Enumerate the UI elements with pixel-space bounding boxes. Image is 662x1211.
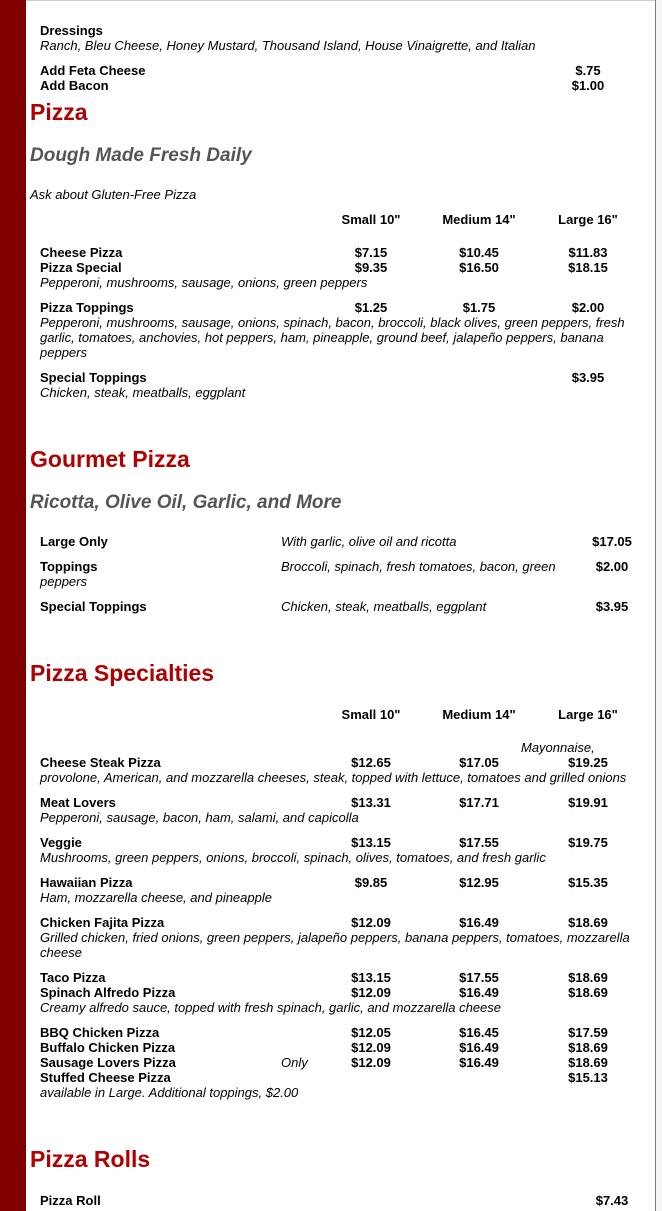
- cheese-pizza-name: Cheese Pizza: [40, 245, 123, 260]
- specialties-size-large: Large 16": [558, 707, 618, 722]
- sausage-large: $18.69: [568, 1055, 608, 1070]
- veggie-large: $19.75: [568, 835, 608, 850]
- pizza-toppings-desc: Pepperoni, mushrooms, sausage, onions, spinach, bacon, broccoli, black olives, green peppers, fresh garlic, tomatoes, anchovies, hot peppers, ham, pineapple, ground beef, jalapeño peppers, banana peppers: [40, 315, 625, 360]
- cheese-steak-large: $19.25: [568, 755, 608, 770]
- hawaiian-large: $15.35: [568, 875, 608, 890]
- specialties-heading: Pizza Specialties: [30, 660, 215, 686]
- pizza-special-large: $18.15: [568, 260, 608, 275]
- buffalo-small: $12.09: [351, 1040, 391, 1055]
- bbq-large: $17.59: [568, 1025, 608, 1040]
- taco-name: Taco Pizza: [40, 970, 106, 985]
- hawaiian-small: $9.85: [354, 875, 388, 890]
- rolls-heading: Pizza Rolls: [30, 1146, 151, 1172]
- dressings-desc: Ranch, Bleu Cheese, Honey Mustard, Thousand Island, House Vinaigrette, and Italian: [40, 38, 536, 53]
- taco-small: $13.15: [351, 970, 391, 985]
- size-medium-header: Medium 14": [442, 212, 516, 227]
- large-only-name: Large Only: [40, 534, 108, 549]
- hawaiian-medium: $12.95: [459, 875, 499, 890]
- sausage-name: Sausage Lovers Pizza: [40, 1055, 176, 1070]
- hawaiian-desc: Ham, mozzarella cheese, and pineapple: [40, 890, 272, 905]
- pizza-special-desc: Pepperoni, mushrooms, sausage, onions, green peppers: [40, 275, 368, 290]
- meat-lovers-large: $19.91: [568, 795, 608, 810]
- gourmet-heading: Gourmet Pizza: [30, 446, 190, 472]
- veggie-small: $13.15: [351, 835, 391, 850]
- large-only-price: $17.05: [592, 534, 632, 549]
- gourmet-subheading: Ricotta, Olive Oil, Garlic, and More: [30, 492, 342, 513]
- pizza-special-name: Pizza Special: [40, 260, 122, 275]
- large-only-desc: With garlic, olive oil and ricotta: [281, 534, 457, 549]
- cheese-steak-desc: provolone, American, and mozzarella cheeses, steak, topped with lettuce, tomatoes and grilled onions: [40, 770, 627, 785]
- meat-lovers-name: Meat Lovers: [40, 795, 116, 810]
- pizza-special-small: $9.35: [354, 260, 388, 275]
- taco-medium: $17.55: [459, 970, 499, 985]
- alfredo-desc: Creamy alfredo sauce, topped with fresh spinach, garlic, and mozzarella cheese: [40, 1000, 502, 1015]
- cheese-pizza-large: $11.83: [568, 245, 608, 260]
- bbq-small: $12.05: [351, 1025, 391, 1040]
- meat-lovers-medium: $17.71: [459, 795, 499, 810]
- meat-lovers-desc: Pepperoni, sausage, bacon, ham, salami, and capicolla: [40, 810, 359, 825]
- dressings-title: Dressings: [40, 23, 103, 38]
- sausage-note: Only: [281, 1055, 308, 1070]
- add-feta-price: $.75: [575, 63, 601, 78]
- right-margin: [656, 0, 662, 1211]
- gourmet-special-toppings-price: $3.95: [595, 599, 629, 614]
- pizza-special-medium: $16.50: [459, 260, 499, 275]
- cheese-steak-name: Cheese Steak Pizza: [40, 755, 161, 770]
- pizza-roll-price: $7.43: [595, 1193, 629, 1208]
- gourmet-special-toppings-name: Special Toppings: [40, 599, 147, 614]
- stuffed-large: $15.13: [568, 1070, 608, 1085]
- size-small-header: Small 10": [341, 212, 401, 227]
- fajita-medium: $16.49: [459, 915, 499, 930]
- pizza-toppings-name: Pizza Toppings: [40, 300, 134, 315]
- meat-lovers-small: $13.31: [351, 795, 391, 810]
- pizza-toppings-medium: $1.75: [462, 300, 496, 315]
- cheese-pizza-medium: $10.45: [459, 245, 499, 260]
- veggie-desc: Mushrooms, green peppers, onions, broccoli, spinach, olives, tomatoes, and fresh garlic: [40, 850, 546, 865]
- buffalo-name: Buffalo Chicken Pizza: [40, 1040, 176, 1055]
- pizza-heading: Pizza: [30, 99, 88, 125]
- bbq-medium: $16.45: [459, 1025, 499, 1040]
- cheese-pizza-small: $7.15: [354, 245, 388, 260]
- fajita-large: $18.69: [568, 915, 608, 930]
- stuffed-desc: available in Large. Additional toppings, $2.00: [40, 1085, 299, 1100]
- fajita-small: $12.09: [351, 915, 391, 930]
- gourmet-toppings-price: $2.00: [595, 559, 629, 574]
- add-bacon-price: $1.00: [571, 78, 605, 93]
- add-bacon-label: Add Bacon: [40, 78, 109, 93]
- alfredo-small: $12.09: [351, 985, 391, 1000]
- cheese-steak-pre: Mayonnaise,: [521, 740, 595, 755]
- special-toppings-desc: Chicken, steak, meatballs, eggplant: [40, 385, 246, 400]
- pizza-toppings-small: $1.25: [354, 300, 388, 315]
- veggie-name: Veggie: [40, 835, 82, 850]
- sausage-small: $12.09: [351, 1055, 391, 1070]
- alfredo-medium: $16.49: [459, 985, 499, 1000]
- special-toppings-price: $3.95: [571, 370, 605, 385]
- gourmet-special-toppings-desc: Chicken, steak, meatballs, eggplant: [281, 599, 487, 614]
- fajita-name: Chicken Fajita Pizza: [40, 915, 165, 930]
- add-feta-label: Add Feta Cheese: [40, 63, 146, 78]
- buffalo-medium: $16.49: [459, 1040, 499, 1055]
- cheese-steak-small: $12.65: [351, 755, 391, 770]
- specialties-size-medium: Medium 14": [442, 707, 516, 722]
- pizza-subheading: Dough Made Fresh Daily: [30, 145, 252, 166]
- specialties-size-small: Small 10": [341, 707, 401, 722]
- buffalo-large: $18.69: [568, 1040, 608, 1055]
- gourmet-toppings-desc: Broccoli, spinach, fresh tomatoes, bacon, green: [281, 559, 556, 574]
- top-rule: [26, 0, 655, 1]
- gourmet-toppings-name: Toppings: [40, 559, 98, 574]
- cheese-steak-medium: $17.05: [459, 755, 499, 770]
- alfredo-large: $18.69: [568, 985, 608, 1000]
- bbq-name: BBQ Chicken Pizza: [40, 1025, 160, 1040]
- taco-large: $18.69: [568, 970, 608, 985]
- special-toppings-name: Special Toppings: [40, 370, 147, 385]
- gluten-free-note: Ask about Gluten-Free Pizza: [30, 187, 197, 202]
- veggie-medium: $17.55: [459, 835, 499, 850]
- pizza-roll-name: Pizza Roll: [40, 1193, 101, 1208]
- left-accent-bar: [0, 0, 26, 1211]
- pizza-toppings-large: $2.00: [571, 300, 605, 315]
- gourmet-toppings-desc-wrap: peppers: [40, 574, 87, 589]
- alfredo-name: Spinach Alfredo Pizza: [40, 985, 176, 1000]
- stuffed-name: Stuffed Cheese Pizza: [40, 1070, 171, 1085]
- hawaiian-name: Hawaiian Pizza: [40, 875, 133, 890]
- size-large-header: Large 16": [558, 212, 618, 227]
- sausage-medium: $16.49: [459, 1055, 499, 1070]
- fajita-desc: Grilled chicken, fried onions, green peppers, jalapeño peppers, banana peppers, tomatoes, mozzarella cheese: [40, 930, 630, 960]
